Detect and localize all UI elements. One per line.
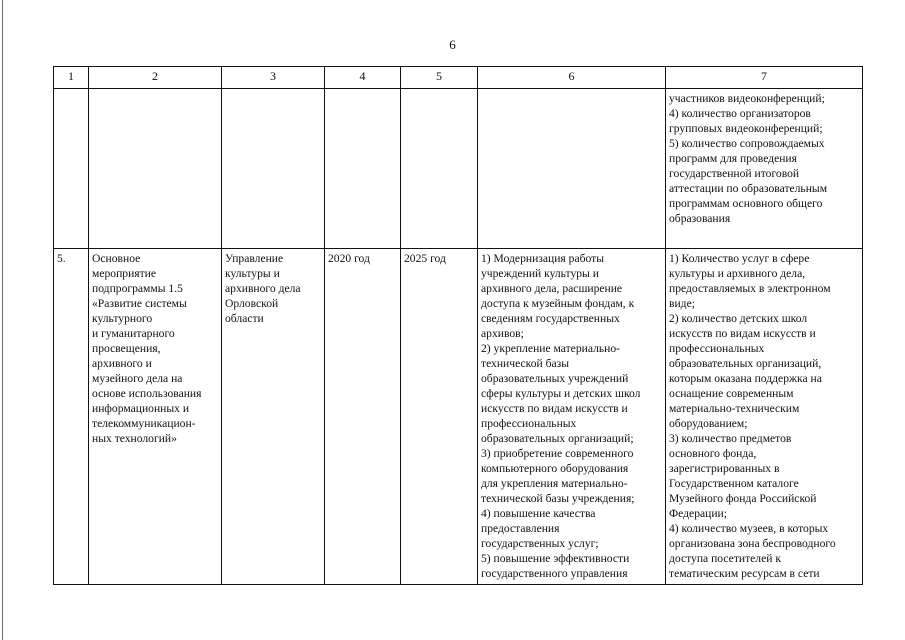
column-header-4: 4	[325, 67, 401, 89]
cell-text: участников видеоконференций; 4) количество организаторов групповых видеоконференций; 5) количество сопровождаемых программ для проведения государственной итоговой аттестации по образовательным программам основного общего образования	[669, 92, 828, 225]
cell-text: Основное мероприятие подпрограммы 1.5 «Развитие системы культурного и гуманитарного просвещения, архивного и музейного дела на основе использования информационных и телекоммуникацион- ных технологий»	[92, 252, 202, 445]
cell-text: 5.	[57, 252, 66, 265]
cell-expected-results	[478, 89, 666, 249]
cell-indicators	[666, 249, 863, 585]
cell-text: 2025 год	[404, 252, 446, 265]
column-header-7: 7	[666, 67, 863, 89]
table-row-5	[54, 249, 863, 585]
page-left-edge	[2, 0, 3, 640]
table-row-continuation	[54, 89, 863, 249]
cell-activity	[89, 249, 222, 585]
cell-start-year	[325, 89, 401, 249]
program-table	[53, 66, 863, 585]
cell-text: 2020 год	[328, 252, 370, 265]
column-header-1: 1	[54, 67, 89, 89]
column-header-5: 5	[401, 67, 478, 89]
cell-end-year	[401, 249, 478, 585]
cell-expected-results	[478, 249, 666, 585]
cell-text: Управление культуры и архивного дела Орловской области	[225, 252, 301, 325]
column-header-6: 6	[478, 67, 666, 89]
cell-executor	[222, 249, 325, 585]
cell-text: 1) Количество услуг в сфере культуры и архивного дела, предоставляемых в электронном виде; 2) количество детских школ искусств по видам искусств и профессиональных образовательных организаций, которым оказана поддержка на оснащение современным материально-техническим оборудованием; 3) количество предметов основного фонда, зарегистрированных в Государственном каталоге Музейного фонда Российской Федерации; 4) количество музеев, в которых организована зона беспроводного доступа посетителей к тематическим ресурсам в сети	[669, 252, 836, 580]
cell-text: 1) Модернизация работы учреждений культуры и архивного дела, расширение доступа к музейным фондам, к сведениям государственных архивов; 2) укрепление материально- технической базы образовательных учреждений сферы культуры и детских школ искусств по видам искусств и профессиональных образовательных организаций; 3) приобретение современного компьютерного оборудования для укрепления материально- технической базы учреждения; 4) повышение качества предоставления государственных услуг; 5) повышение эффективности государственного управления	[481, 252, 641, 580]
cell-number	[54, 249, 89, 585]
cell-indicators	[666, 89, 863, 249]
column-header-2: 2	[89, 67, 222, 89]
column-header-3: 3	[222, 67, 325, 89]
cell-executor	[222, 89, 325, 249]
cell-start-year	[325, 249, 401, 585]
cell-number	[54, 89, 89, 249]
cell-activity	[89, 89, 222, 249]
page-number: 6	[449, 37, 456, 52]
header-row	[54, 67, 863, 89]
cell-end-year	[401, 89, 478, 249]
